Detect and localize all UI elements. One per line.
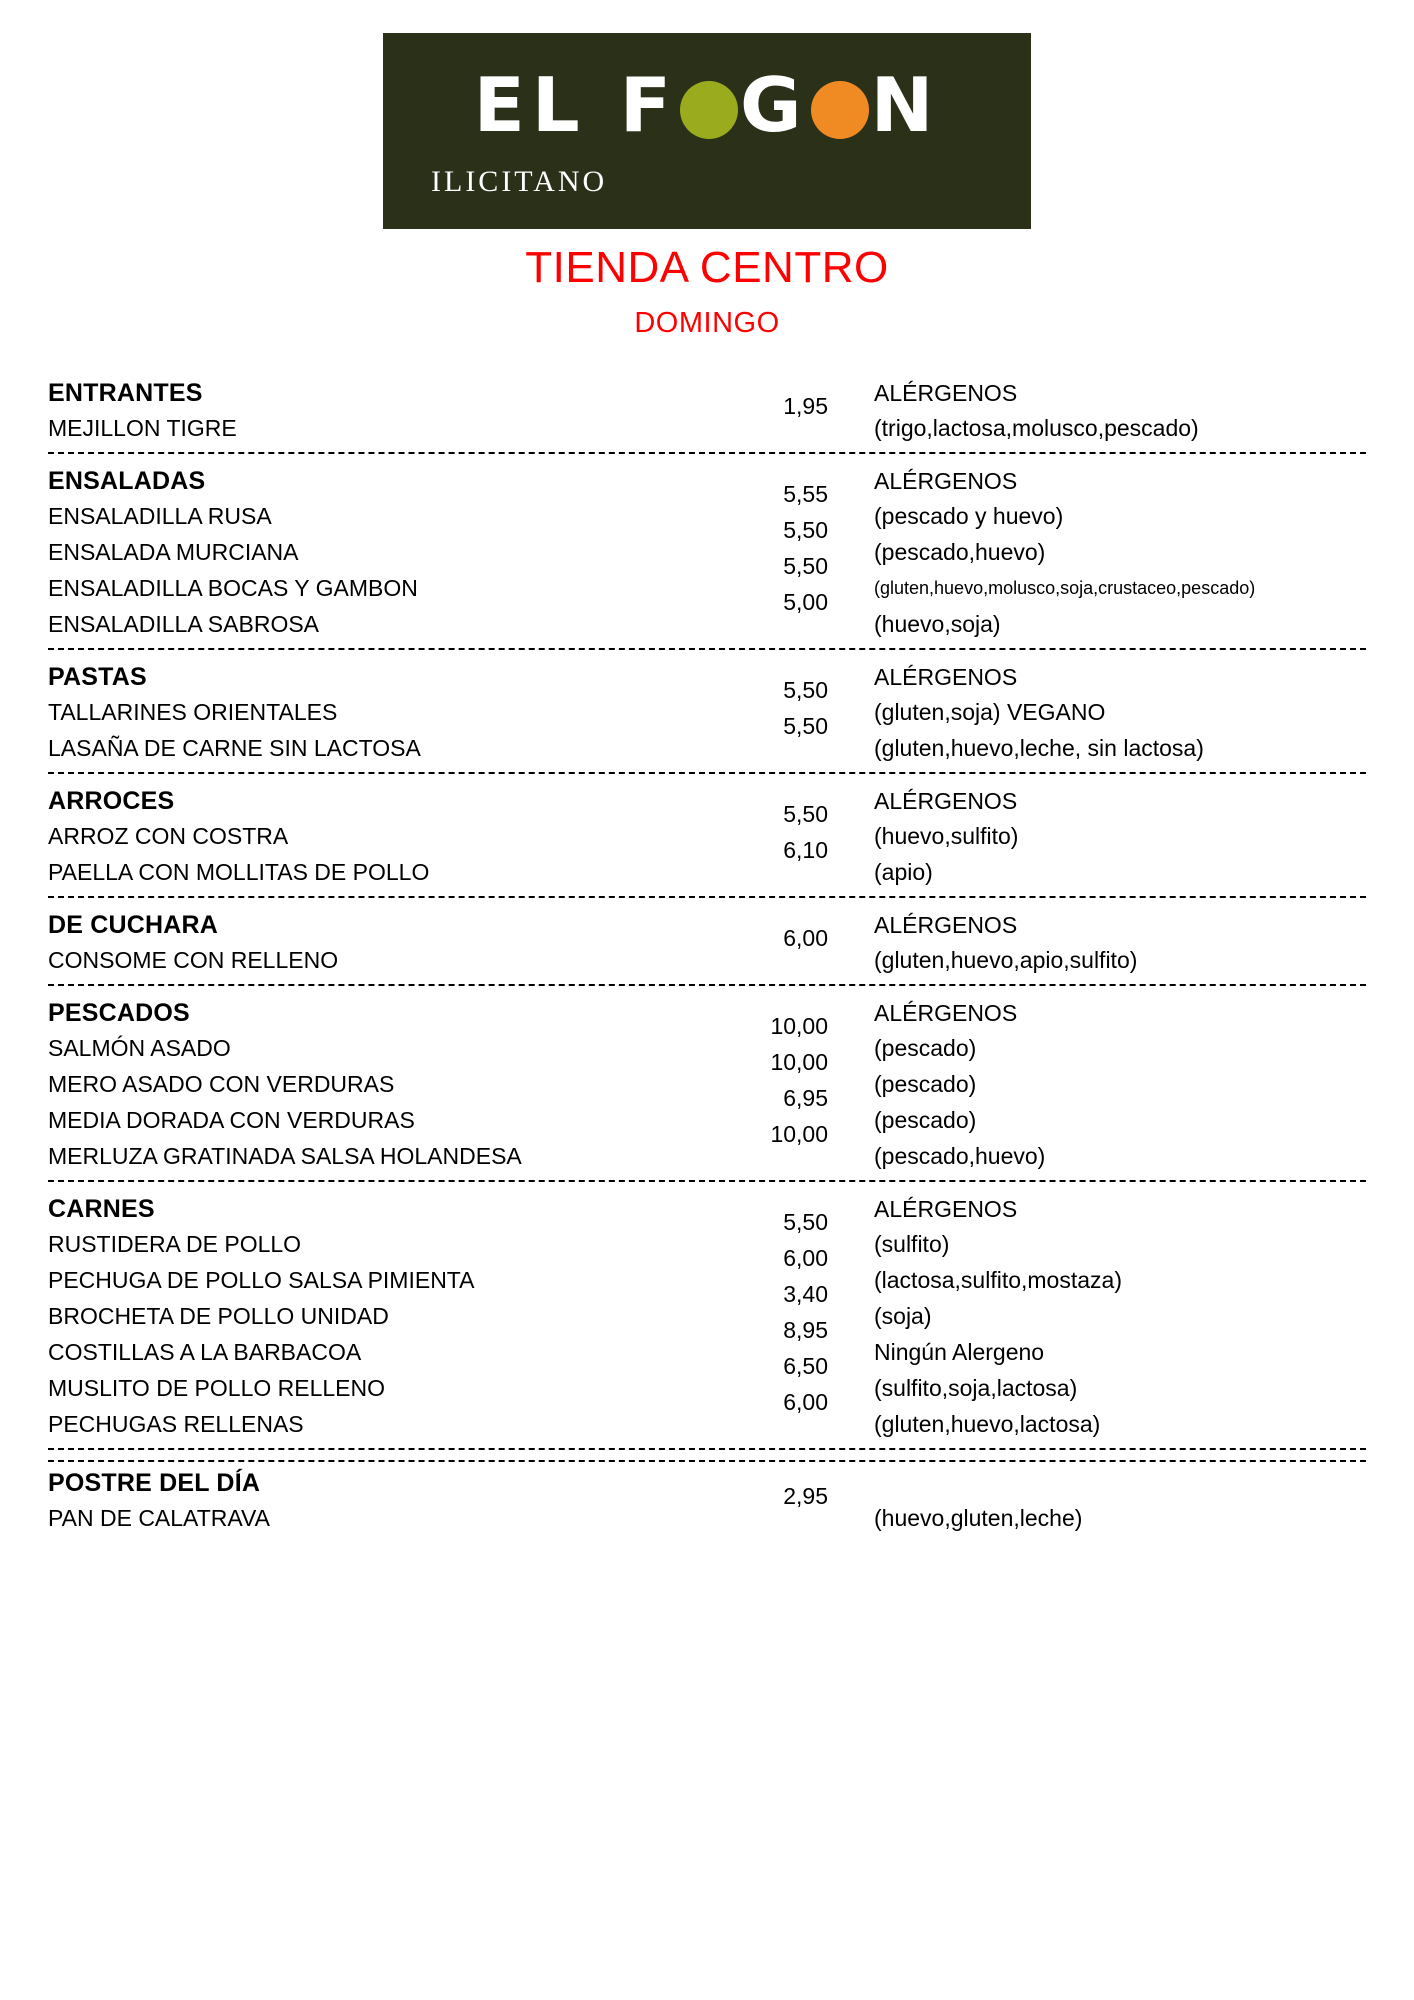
menu-item-price: 6,00: [783, 1389, 828, 1415]
allergens-heading: ALÉRGENOS: [874, 664, 1018, 690]
menu-item-allergens-column: [840, 660, 1366, 766]
logo-container: [0, 0, 1414, 229]
menu-item-name: MERO ASADO CON VERDURAS: [48, 1071, 395, 1097]
allergens-heading: ALÉRGENOS: [874, 788, 1018, 814]
menu-item-name: ENSALADA MURCIANA: [48, 539, 299, 565]
menu-section: [48, 376, 1366, 446]
menu-item-allergens-column: [840, 1466, 1366, 1536]
menu-item-name: ENSALADILLA BOCAS Y GAMBON: [48, 575, 418, 601]
menu-item-allergens: (soja): [874, 1303, 932, 1329]
menu-item-allergens-column: [840, 784, 1366, 890]
menu-item-allergens: (sulfito): [874, 1231, 950, 1257]
restaurant-logo: [383, 33, 1031, 229]
menu-item-price: 6,95: [783, 1085, 828, 1111]
logo-subtext: ILICITANO: [431, 165, 608, 198]
menu-item-names-column: [48, 376, 668, 446]
menu-item-price: 10,00: [770, 1121, 828, 1147]
menu-item-name: PAN DE CALATRAVA: [48, 1505, 270, 1531]
menu-item-names-column: [48, 660, 668, 766]
section-divider: [48, 772, 1366, 774]
menu-item-name: CONSOME CON RELLENO: [48, 947, 339, 973]
menu-item-price: 3,40: [783, 1281, 828, 1307]
menu-item-allergens: Ningún Alergeno: [874, 1339, 1045, 1365]
menu-item-name: ENSALADILLA RUSA: [48, 503, 272, 529]
section-divider: [48, 984, 1366, 986]
menu-section-body: [48, 784, 1366, 890]
logo-wordmark: [383, 63, 1031, 148]
menu-section-body: [48, 464, 1366, 642]
menu-item-prices-column: [668, 996, 840, 1152]
menu-item-allergens: (pescado): [874, 1035, 977, 1061]
menu-item-allergens: (pescado,huevo): [874, 539, 1046, 565]
menu-item-name: ENSALADILLA SABROSA: [48, 611, 320, 637]
menu-section-body: [48, 1466, 1366, 1536]
page-title: TIENDA CENTRO: [525, 243, 889, 292]
menu-item-price: 5,50: [783, 1209, 828, 1235]
menu-section-body: [48, 376, 1366, 446]
menu-item-name: ARROZ CON COSTRA: [48, 823, 289, 849]
menu-item-allergens: (huevo,gluten,leche): [874, 1505, 1083, 1531]
menu-item-name: MUSLITO DE POLLO RELLENO: [48, 1375, 386, 1401]
menu-item-names-column: [48, 1192, 668, 1442]
section-divider: [48, 896, 1366, 898]
menu-item-allergens: (gluten,huevo,apio,sulfito): [874, 947, 1138, 973]
logo-text-part1: EL F: [473, 61, 679, 149]
menu-item-allergens: (trigo,lactosa,molusco,pescado): [874, 415, 1199, 441]
menu-item-price: 5,50: [783, 553, 828, 579]
menu-item-name: MERLUZA GRATINADA SALSA HOLANDESA: [48, 1143, 522, 1169]
menu-item-names-column: [48, 784, 668, 890]
menu-item-allergens: (gluten,huevo,leche, sin lactosa): [874, 735, 1204, 761]
logo-text-part3: N: [870, 61, 941, 149]
section-divider: [48, 1180, 1366, 1182]
menu-item-allergens: (gluten,soja) VEGANO: [874, 699, 1106, 725]
menu-section: [48, 1192, 1366, 1442]
menu-item-names-column: [48, 1466, 668, 1536]
menu-item-allergens-column: [840, 464, 1366, 642]
menu-item-price: 5,50: [783, 801, 828, 827]
menu-section-title: PASTAS: [48, 663, 147, 691]
menu-item-allergens: (gluten,huevo,molusco,soja,crustaceo,pescado): [874, 578, 1256, 598]
menu-item-allergens-column: [840, 376, 1366, 446]
menu-item-price: 5,55: [783, 481, 828, 507]
menu-section-body: [48, 660, 1366, 766]
menu-item-price: 6,50: [783, 1353, 828, 1379]
menu-section-title: ENSALADAS: [48, 467, 206, 495]
logo-green-circle-icon: [680, 81, 738, 139]
menu-item-names-column: [48, 464, 668, 642]
menu-item-name: MEJILLON TIGRE: [48, 415, 237, 441]
menu-section-title: ARROCES: [48, 787, 175, 815]
page-subtitle: DOMINGO: [634, 307, 780, 339]
menu-item-name: TALLARINES ORIENTALES: [48, 699, 338, 725]
menu-item-price: 5,50: [783, 713, 828, 739]
menu-item-name: RUSTIDERA DE POLLO: [48, 1231, 302, 1257]
allergens-heading: ALÉRGENOS: [874, 380, 1018, 406]
menu-section-title: DE CUCHARA: [48, 911, 219, 939]
menu-item-allergens: (pescado y huevo): [874, 503, 1064, 529]
menu-section: [48, 908, 1366, 978]
menu-section: [48, 464, 1366, 642]
menu-section: [48, 996, 1366, 1174]
menu-item-name: COSTILLAS A LA BARBACOA: [48, 1339, 362, 1365]
logo-text-part2: G: [740, 61, 809, 149]
section-divider: [48, 452, 1366, 454]
menu-item-allergens: (apio): [874, 859, 933, 885]
menu-item-allergens: (pescado): [874, 1071, 977, 1097]
menu-sections: [48, 376, 1366, 1536]
section-divider: [48, 648, 1366, 650]
menu-section-title: ENTRANTES: [48, 379, 203, 407]
menu-section: [48, 784, 1366, 890]
menu-item-price: 6,00: [783, 925, 828, 951]
menu-item-price: 5,50: [783, 517, 828, 543]
allergens-heading: ALÉRGENOS: [874, 912, 1018, 938]
menu-item-allergens: (huevo,soja): [874, 611, 1001, 637]
menu-item-price: 1,95: [783, 393, 828, 419]
menu-section: [48, 660, 1366, 766]
allergens-heading: ALÉRGENOS: [874, 1196, 1018, 1222]
menu-item-price: 10,00: [770, 1013, 828, 1039]
menu-item-prices-column: [668, 376, 840, 424]
menu-item-allergens: (pescado): [874, 1107, 977, 1133]
menu-item-price: 8,95: [783, 1317, 828, 1343]
menu-section-title: POSTRE DEL DÍA: [48, 1469, 261, 1497]
menu-item-price: 5,00: [783, 589, 828, 615]
menu-item-names-column: [48, 996, 668, 1174]
section-divider: [48, 1460, 1366, 1462]
menu-item-allergens: (sulfito,soja,lactosa): [874, 1375, 1078, 1401]
menu-item-price: 6,00: [783, 1245, 828, 1271]
menu-section: [48, 1466, 1366, 1536]
menu-item-allergens-column: [840, 908, 1366, 978]
menu-item-prices-column: [668, 1466, 840, 1514]
menu-item-name: PECHUGA DE POLLO SALSA PIMIENTA: [48, 1267, 475, 1293]
menu-item-prices-column: [668, 908, 840, 956]
menu-section-body: [48, 1192, 1366, 1442]
allergens-heading: ALÉRGENOS: [874, 1000, 1018, 1026]
menu-item-prices-column: [668, 1192, 840, 1420]
menu-item-allergens: (huevo,sulfito): [874, 823, 1019, 849]
menu-item-allergens: (gluten,huevo,lactosa): [874, 1411, 1101, 1437]
menu-item-names-column: [48, 908, 668, 978]
menu-item-allergens-column: [840, 1192, 1366, 1442]
menu-item-name: PAELLA CON MOLLITAS DE POLLO: [48, 859, 430, 885]
menu-item-allergens: (lactosa,sulfito,mostaza): [874, 1267, 1122, 1293]
section-divider: [48, 1448, 1366, 1450]
menu-section-body: [48, 908, 1366, 978]
menu-item-prices-column: [668, 784, 840, 868]
menu-item-prices-column: [668, 660, 840, 744]
menu-section-title: PESCADOS: [48, 999, 190, 1027]
menu-item-prices-column: [668, 464, 840, 620]
allergens-heading-spacer: [874, 1466, 1366, 1500]
menu-item-price: 5,50: [783, 677, 828, 703]
menu-item-price: 2,95: [783, 1483, 828, 1509]
menu-item-name: BROCHETA DE POLLO UNIDAD: [48, 1303, 389, 1329]
menu-item-name: PECHUGAS RELLENAS: [48, 1411, 304, 1437]
menu-item-allergens: (pescado,huevo): [874, 1143, 1046, 1169]
menu-item-price: 6,10: [783, 837, 828, 863]
menu-section-body: [48, 996, 1366, 1174]
logo-orange-circle-icon: [811, 81, 869, 139]
menu-item-price: 10,00: [770, 1049, 828, 1075]
allergens-heading: ALÉRGENOS: [874, 468, 1018, 494]
menu-item-name: MEDIA DORADA CON VERDURAS: [48, 1107, 415, 1133]
menu-item-name: SALMÓN ASADO: [48, 1035, 231, 1061]
menu-item-allergens-column: [840, 996, 1366, 1174]
menu-item-name: LASAÑA DE CARNE SIN LACTOSA: [48, 735, 421, 761]
menu-section-title: CARNES: [48, 1195, 155, 1223]
